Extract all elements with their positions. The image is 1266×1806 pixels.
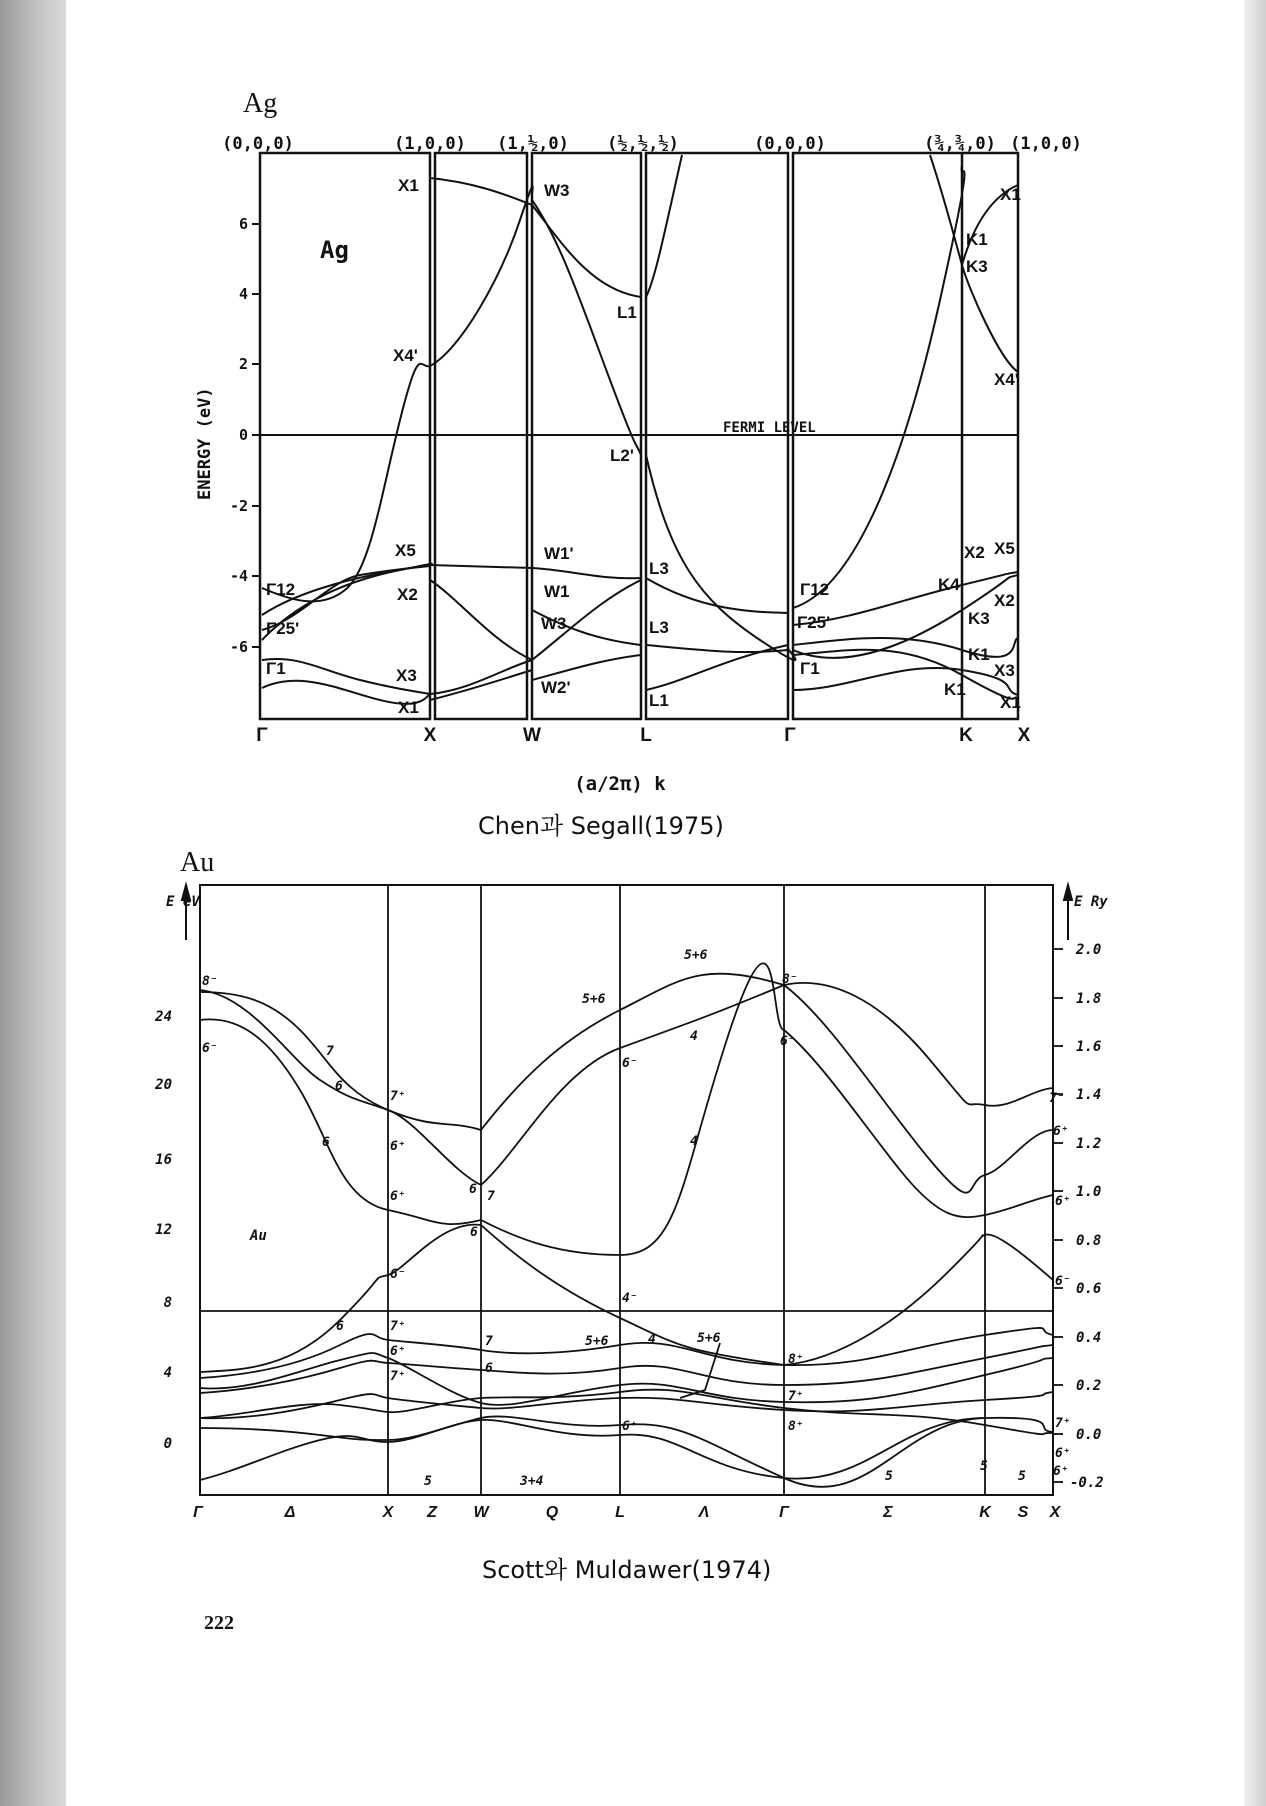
au-band-path [200, 992, 481, 1130]
ag-caption: Chen과 Segall(1975) [478, 812, 724, 840]
ag-state: X3 [994, 661, 1015, 680]
ag-state: W2' [541, 678, 571, 697]
ag-y-axis-label: ENERGY (eV) [195, 387, 215, 500]
au-band-path [200, 1225, 481, 1372]
au-symmetry-labels [193, 1504, 1062, 1521]
au-ytick-left: 0 [163, 1436, 172, 1452]
au-band-label: 3+4 [520, 1474, 544, 1489]
ag-state: L3 [649, 559, 669, 578]
au-ytick-left: 12 [155, 1222, 172, 1238]
au-band-path [200, 1418, 985, 1480]
ag-state: Γ25' [797, 613, 831, 632]
au-ytick-left: 16 [155, 1152, 172, 1168]
au-inner-label: Au [250, 1228, 267, 1244]
ag-band-path [532, 200, 641, 455]
au-band-label: 5+6 [585, 1334, 609, 1349]
ag-band-path [532, 205, 641, 297]
au-band-label: 6⁻ [622, 1056, 638, 1071]
au-band-label: 6⁻ [390, 1267, 406, 1282]
au-band-path [200, 1345, 1053, 1393]
au-sym: Λ [698, 1504, 710, 1521]
ag-state: Γ12 [266, 580, 296, 599]
ag-sym: L [640, 725, 652, 746]
ag-ytick: 4 [238, 285, 248, 303]
au-band-label: 6 [322, 1135, 330, 1150]
au-band-label: 5+6 [684, 948, 708, 963]
ag-ytick: -2 [229, 497, 248, 515]
au-sym: Δ [284, 1504, 296, 1521]
ag-sym: K [959, 725, 973, 746]
ag-state: X1 [398, 698, 419, 717]
au-sym: Z [427, 1504, 437, 1521]
ag-state: L2' [610, 446, 634, 465]
au-right-tick-labels [1070, 942, 1104, 1491]
au-ytick-right: 0.6 [1076, 1281, 1102, 1297]
au-band-label: 7⁺ [390, 1319, 406, 1334]
au-ytick-right: 0.2 [1076, 1378, 1102, 1394]
ag-inner-label: Ag [320, 236, 349, 264]
ag-state: Γ25' [266, 619, 300, 638]
ag-coord: (1,0,0) [1010, 134, 1082, 154]
au-chart [154, 885, 1108, 1521]
au-y-axis-label-right: E Ry [1074, 894, 1108, 910]
ag-state: X1 [1000, 693, 1021, 712]
au-ytick-right: 1.2 [1076, 1136, 1102, 1152]
au-band-label: 6 [470, 1225, 478, 1240]
ag-state: X2 [964, 543, 985, 562]
au-band-label: 5+6 [697, 1331, 721, 1346]
au-ytick-right: 1.6 [1076, 1039, 1102, 1055]
au-band-label: 6⁺ [390, 1189, 406, 1204]
ag-state: L1 [617, 303, 637, 322]
au-sym: X [382, 1504, 394, 1521]
ag-state: X5 [395, 541, 416, 560]
au-band-label: 5+6 [582, 992, 606, 1007]
au-band-label: 6⁺ [622, 1419, 638, 1434]
au-band-label: 7⁺ [390, 1369, 406, 1384]
au-sym: Q [545, 1504, 559, 1521]
au-band-label: 7⁺ [1055, 1416, 1071, 1431]
au-band-label: 6 [335, 1079, 343, 1094]
ag-band-path [430, 565, 532, 568]
au-symmetry-lines [388, 885, 985, 1495]
au-sym: X [1049, 1504, 1061, 1521]
ag-band-path [646, 578, 788, 613]
ag-state: X2 [994, 591, 1015, 610]
ag-ytick: 2 [238, 355, 248, 373]
ag-state: L3 [649, 618, 669, 637]
au-left-tick-labels [154, 1009, 172, 1452]
au-band-label: 7⁺ [788, 1389, 804, 1404]
au-band-label: 6⁺ [390, 1344, 406, 1359]
au-band-label: 6⁺ [1055, 1194, 1071, 1209]
au-band-label: 8⁻ [782, 972, 798, 987]
au-band-path [784, 1234, 1053, 1365]
ag-coord: (0,0,0) [754, 134, 826, 154]
au-ytick-right: 1.8 [1076, 991, 1102, 1007]
ag-ytick: -4 [229, 567, 248, 585]
au-sym: K [979, 1504, 991, 1521]
au-band-label: 4 [690, 1134, 698, 1149]
au-band-label: 7⁻ [1049, 1091, 1065, 1106]
ag-state: X3 [396, 666, 417, 685]
ag-ytick: -6 [229, 638, 248, 656]
ag-y-tick-labels [230, 215, 248, 656]
au-band-label: 6⁺ [1053, 1464, 1069, 1479]
au-band-label: 8⁻ [202, 974, 218, 989]
au-band-label: 4 [690, 1029, 698, 1044]
ag-ytick: 6 [238, 215, 248, 233]
au-band-label: 6⁺ [1055, 1446, 1071, 1461]
ag-band-path [262, 364, 430, 602]
au-band-label: 6 [336, 1319, 344, 1334]
ag-state-labels [266, 176, 1021, 717]
ag-coord: (1,0,0) [394, 134, 466, 154]
au-bands [200, 963, 1053, 1487]
ag-state: X4' [994, 370, 1019, 389]
au-band-label: 7 [326, 1044, 334, 1059]
au-sym: W [473, 1504, 489, 1521]
au-band-label: 5 [1018, 1469, 1026, 1484]
ag-state: W3 [541, 614, 567, 633]
au-band-label: 6⁻ [202, 1041, 218, 1056]
ag-coord: (0,0,0) [222, 134, 294, 154]
ag-state: L1 [649, 691, 669, 710]
ag-coordinates [222, 134, 1082, 154]
ag-state: W1 [544, 582, 570, 601]
ag-x-axis-label: (a/2π) k [574, 773, 666, 795]
ag-state: X4' [393, 346, 418, 365]
ag-state: K1 [966, 230, 988, 249]
au-band-label: 6⁺ [1053, 1124, 1069, 1139]
au-band-path [784, 985, 1053, 1193]
au-axis-arrows [182, 885, 1072, 940]
au-right-ticks [1053, 949, 1063, 1482]
au-ytick-left: 24 [155, 1009, 172, 1025]
ag-state: Γ1 [800, 659, 820, 678]
au-ytick-right: 1.0 [1076, 1184, 1102, 1200]
au-band-label: 6 [469, 1182, 477, 1197]
ag-state: X2 [397, 585, 418, 604]
au-element-label: Au [180, 847, 215, 878]
ag-sym: Γ [256, 725, 268, 746]
au-band-label: 8⁺ [788, 1352, 804, 1367]
au-sym: Γ [193, 1504, 203, 1521]
ag-band-path [646, 155, 682, 297]
ag-band-path [532, 655, 641, 680]
ag-state: X1 [398, 176, 419, 195]
ag-sym: X [1017, 725, 1031, 746]
au-band-label: 8⁺ [788, 1419, 804, 1434]
ag-state: K3 [968, 609, 990, 628]
au-sym: Σ [883, 1504, 893, 1521]
au-band-label: 5 [424, 1474, 432, 1489]
au-ytick-left: 20 [155, 1077, 172, 1093]
au-ytick-right: -0.2 [1070, 1475, 1104, 1491]
au-band-path [481, 985, 784, 1185]
au-band-label: 5 [980, 1459, 988, 1474]
au-y-axis-label-left: E eV [166, 894, 200, 910]
au-band-path [481, 963, 784, 1255]
ag-band-path [430, 187, 533, 366]
au-band-label: 6⁻ [780, 1034, 796, 1049]
au-ytick-right: 2.0 [1076, 942, 1102, 958]
ag-state: K3 [966, 257, 988, 276]
page-number: 222 [204, 1612, 234, 1634]
ag-chart [195, 134, 1082, 795]
au-band-label: 7⁺ [390, 1089, 406, 1104]
ag-band-path [793, 165, 965, 608]
au-band-label: 7 [485, 1334, 493, 1349]
au-ytick-right: 0.8 [1076, 1233, 1102, 1249]
ag-band-path [430, 178, 532, 205]
au-ytick-right: 1.4 [1076, 1087, 1102, 1103]
au-band-label: 6⁺ [390, 1139, 406, 1154]
au-band-label: 6 [485, 1361, 493, 1376]
au-band-label: 4⁻ [622, 1291, 638, 1306]
ag-element-label: Ag [243, 88, 278, 119]
ag-fermi-label: FERMI LEVEL [723, 420, 816, 436]
ag-state: X5 [994, 539, 1015, 558]
au-band-path [784, 983, 1053, 1106]
au-ytick-right: 0.4 [1076, 1330, 1102, 1346]
ag-band-path [430, 580, 532, 660]
au-sym: L [615, 1504, 625, 1521]
au-sym: S [1017, 1504, 1029, 1521]
au-ytick-right: 0.0 [1076, 1427, 1102, 1443]
ag-ytick: 0 [238, 426, 248, 444]
ag-state: X1 [1000, 185, 1021, 204]
ag-state: Γ1 [266, 659, 286, 678]
au-band-label: 5 [885, 1469, 893, 1484]
au-ytick-left: 4 [163, 1365, 172, 1381]
au-band-path [200, 1392, 1053, 1418]
ag-state: K4 [938, 575, 960, 594]
au-band-labels [202, 948, 1071, 1489]
ag-state: K1 [968, 645, 990, 664]
au-ytick-left: 8 [163, 1295, 172, 1311]
au-band-label: 7 [487, 1189, 495, 1204]
ag-coord: (¾,¾,0) [924, 134, 996, 154]
ag-state: W3 [544, 181, 570, 200]
au-band-label: 6⁻ [1055, 1274, 1071, 1289]
au-sym: Γ [779, 1504, 789, 1521]
ag-state: K1 [944, 680, 966, 699]
ag-state: Γ12 [800, 580, 830, 599]
ag-band-path [430, 660, 532, 694]
au-band-path [481, 974, 784, 1130]
au-band-label: 4 [648, 1332, 656, 1347]
ag-band-path [430, 670, 532, 700]
ag-band-path [793, 668, 1018, 695]
ag-sym: Γ [784, 725, 796, 746]
ag-sym: X [423, 725, 437, 746]
au-band-path [200, 1019, 481, 1224]
ag-state: W1' [544, 544, 574, 563]
ag-coord: (½,½,½) [607, 134, 679, 154]
ag-band-path [532, 568, 641, 578]
ag-symmetry-labels [256, 725, 1030, 746]
ag-sym: W [523, 725, 541, 746]
au-band-path [784, 1030, 1053, 1217]
au-caption: Scott와 Muldawer(1974) [482, 1556, 772, 1584]
ag-coord: (1,½,0) [497, 134, 569, 154]
